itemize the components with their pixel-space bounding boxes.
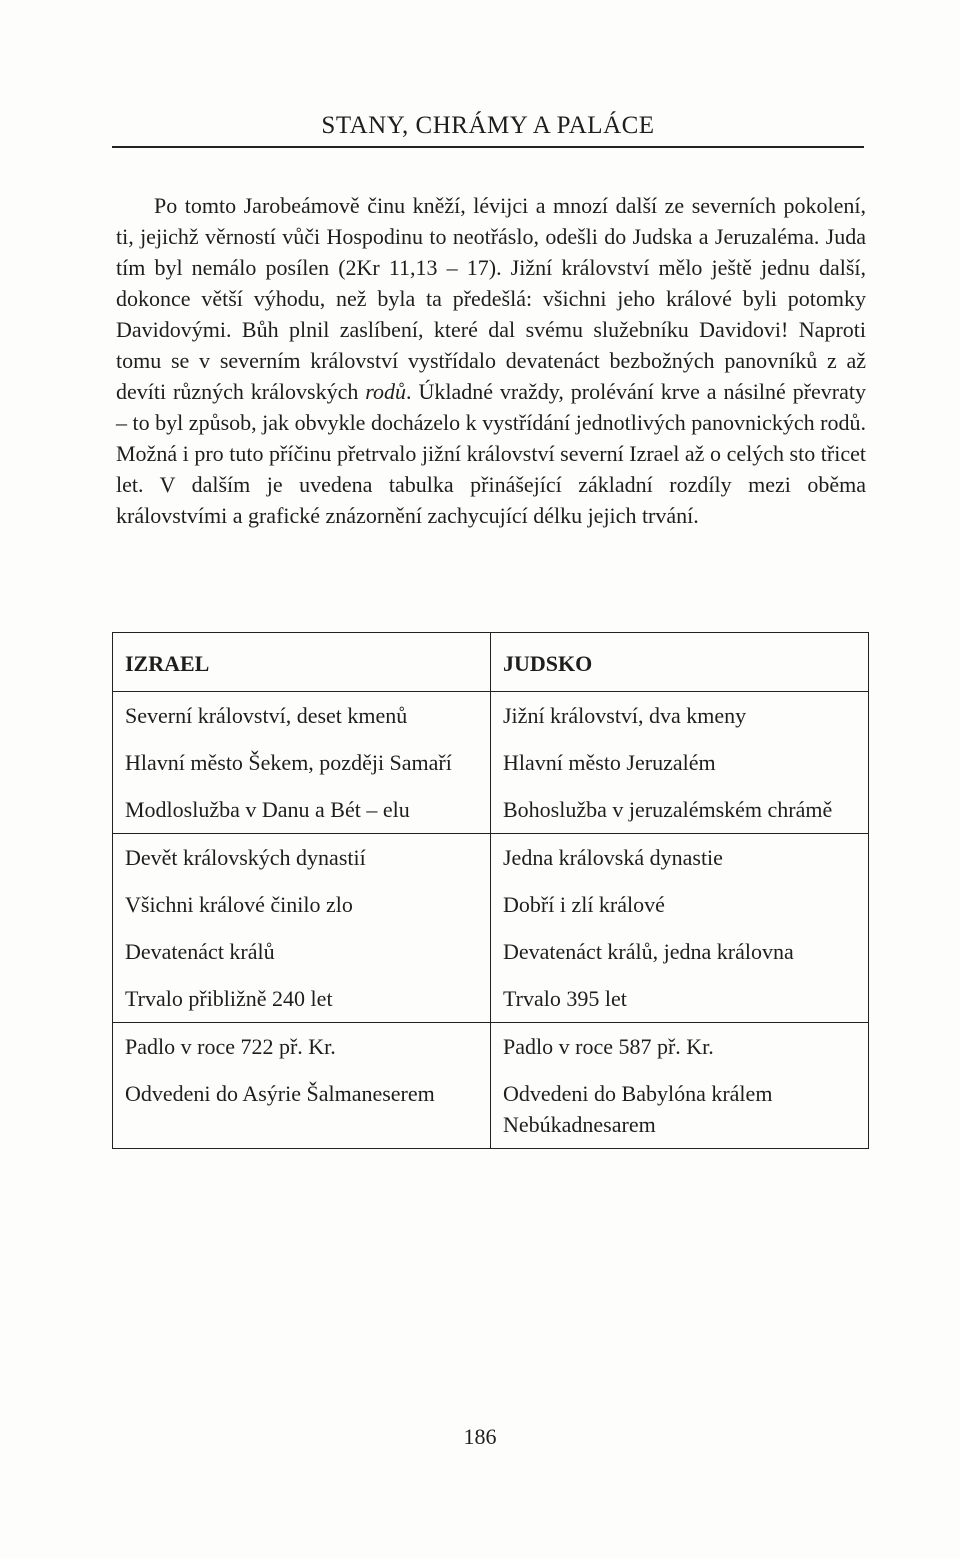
header-judah: JUDSKO [491, 633, 869, 692]
judah-cell: Trvalo 395 let [491, 975, 869, 1023]
judah-cell: Devatenáct králů, jedna královna [491, 928, 869, 975]
table-row [113, 928, 869, 975]
israel-cell: Všichni králové činilo zlo [113, 881, 491, 928]
table-row [113, 975, 869, 1023]
israel-cell: Padlo v roce 722 př. Kr. [113, 1023, 491, 1071]
paragraph-italic-word: rodů [365, 379, 407, 404]
israel-cell: Devět královských dynastií [113, 834, 491, 882]
judah-cell: Hlavní město Jeruzalém [491, 739, 869, 786]
table-header-row [113, 633, 869, 692]
page-number: 186 [463, 1424, 497, 1449]
judah-cell: Bohoslužba v jeruzalémském chrámě [491, 786, 869, 834]
judah-cell: Padlo v roce 587 př. Kr. [491, 1023, 869, 1071]
israel-cell: Modloslužba v Danu a Bét – elu [113, 786, 491, 834]
running-header: STANY, CHRÁMY A PALÁCE [321, 112, 655, 139]
israel-cell: Severní království, deset kmenů [113, 692, 491, 740]
israel-cell: Trvalo přibližně 240 let [113, 975, 491, 1023]
table-row [113, 1023, 869, 1071]
comparison-table [112, 632, 869, 1149]
israel-cell: Odvedeni do Asýrie Šalmaneserem [113, 1070, 491, 1149]
judah-cell: Jižní království, dva kmeny [491, 692, 869, 740]
body-paragraph [116, 190, 866, 531]
table-row [113, 692, 869, 740]
table-row [113, 834, 869, 882]
table-row [113, 739, 869, 786]
israel-cell: Hlavní město Šekem, později Samaří [113, 739, 491, 786]
header-rule [112, 146, 864, 148]
table-row [113, 881, 869, 928]
israel-cell: Devatenáct králů [113, 928, 491, 975]
judah-cell: Dobří i zlí králové [491, 881, 869, 928]
header-israel: IZRAEL [113, 633, 491, 692]
judah-cell: Odvedeni do Babylóna králem Nebúkadnesarem [491, 1070, 869, 1149]
paragraph-text-part2: . Úkladné vraždy, prolévání krve a násilné převraty – to byl způsob, jak obvykle docházelo k vystřídání jednotlivých panovnických rodů. Možná i pro tuto příčinu přetrvalo jižní království severní Izrael až o celých sto třicet let. V dalším je uvedena tabulka přinášející základní rozdíly mezi oběma královstvími a grafické znázornění zachycující délku jejich trvání. [116, 379, 866, 528]
paragraph-text-part1: Po tomto Jarobeámově činu kněží, lévijci a mnozí další ze severních pokolení, ti, jejichž věrností vůči Hospodinu to neotřáslo, odešli do Judska a Jeruzaléma. Juda tím byl nemálo posílen (2Kr 11,13 – 17). Jižní království mělo ještě jednu další, dokonce větší výhodu, než byla ta předešlá: všichni jeho králové byli potomky Davidovými. Bůh plnil zaslíbení, které dal svému služebníku Davidovi! Naproti tomu se v severním království vystřídalo devatenáct bezbožných panovníků z až devíti různých královských [116, 193, 866, 404]
table-row [113, 786, 869, 834]
judah-cell: Jedna královská dynastie [491, 834, 869, 882]
table-row [113, 1070, 869, 1149]
